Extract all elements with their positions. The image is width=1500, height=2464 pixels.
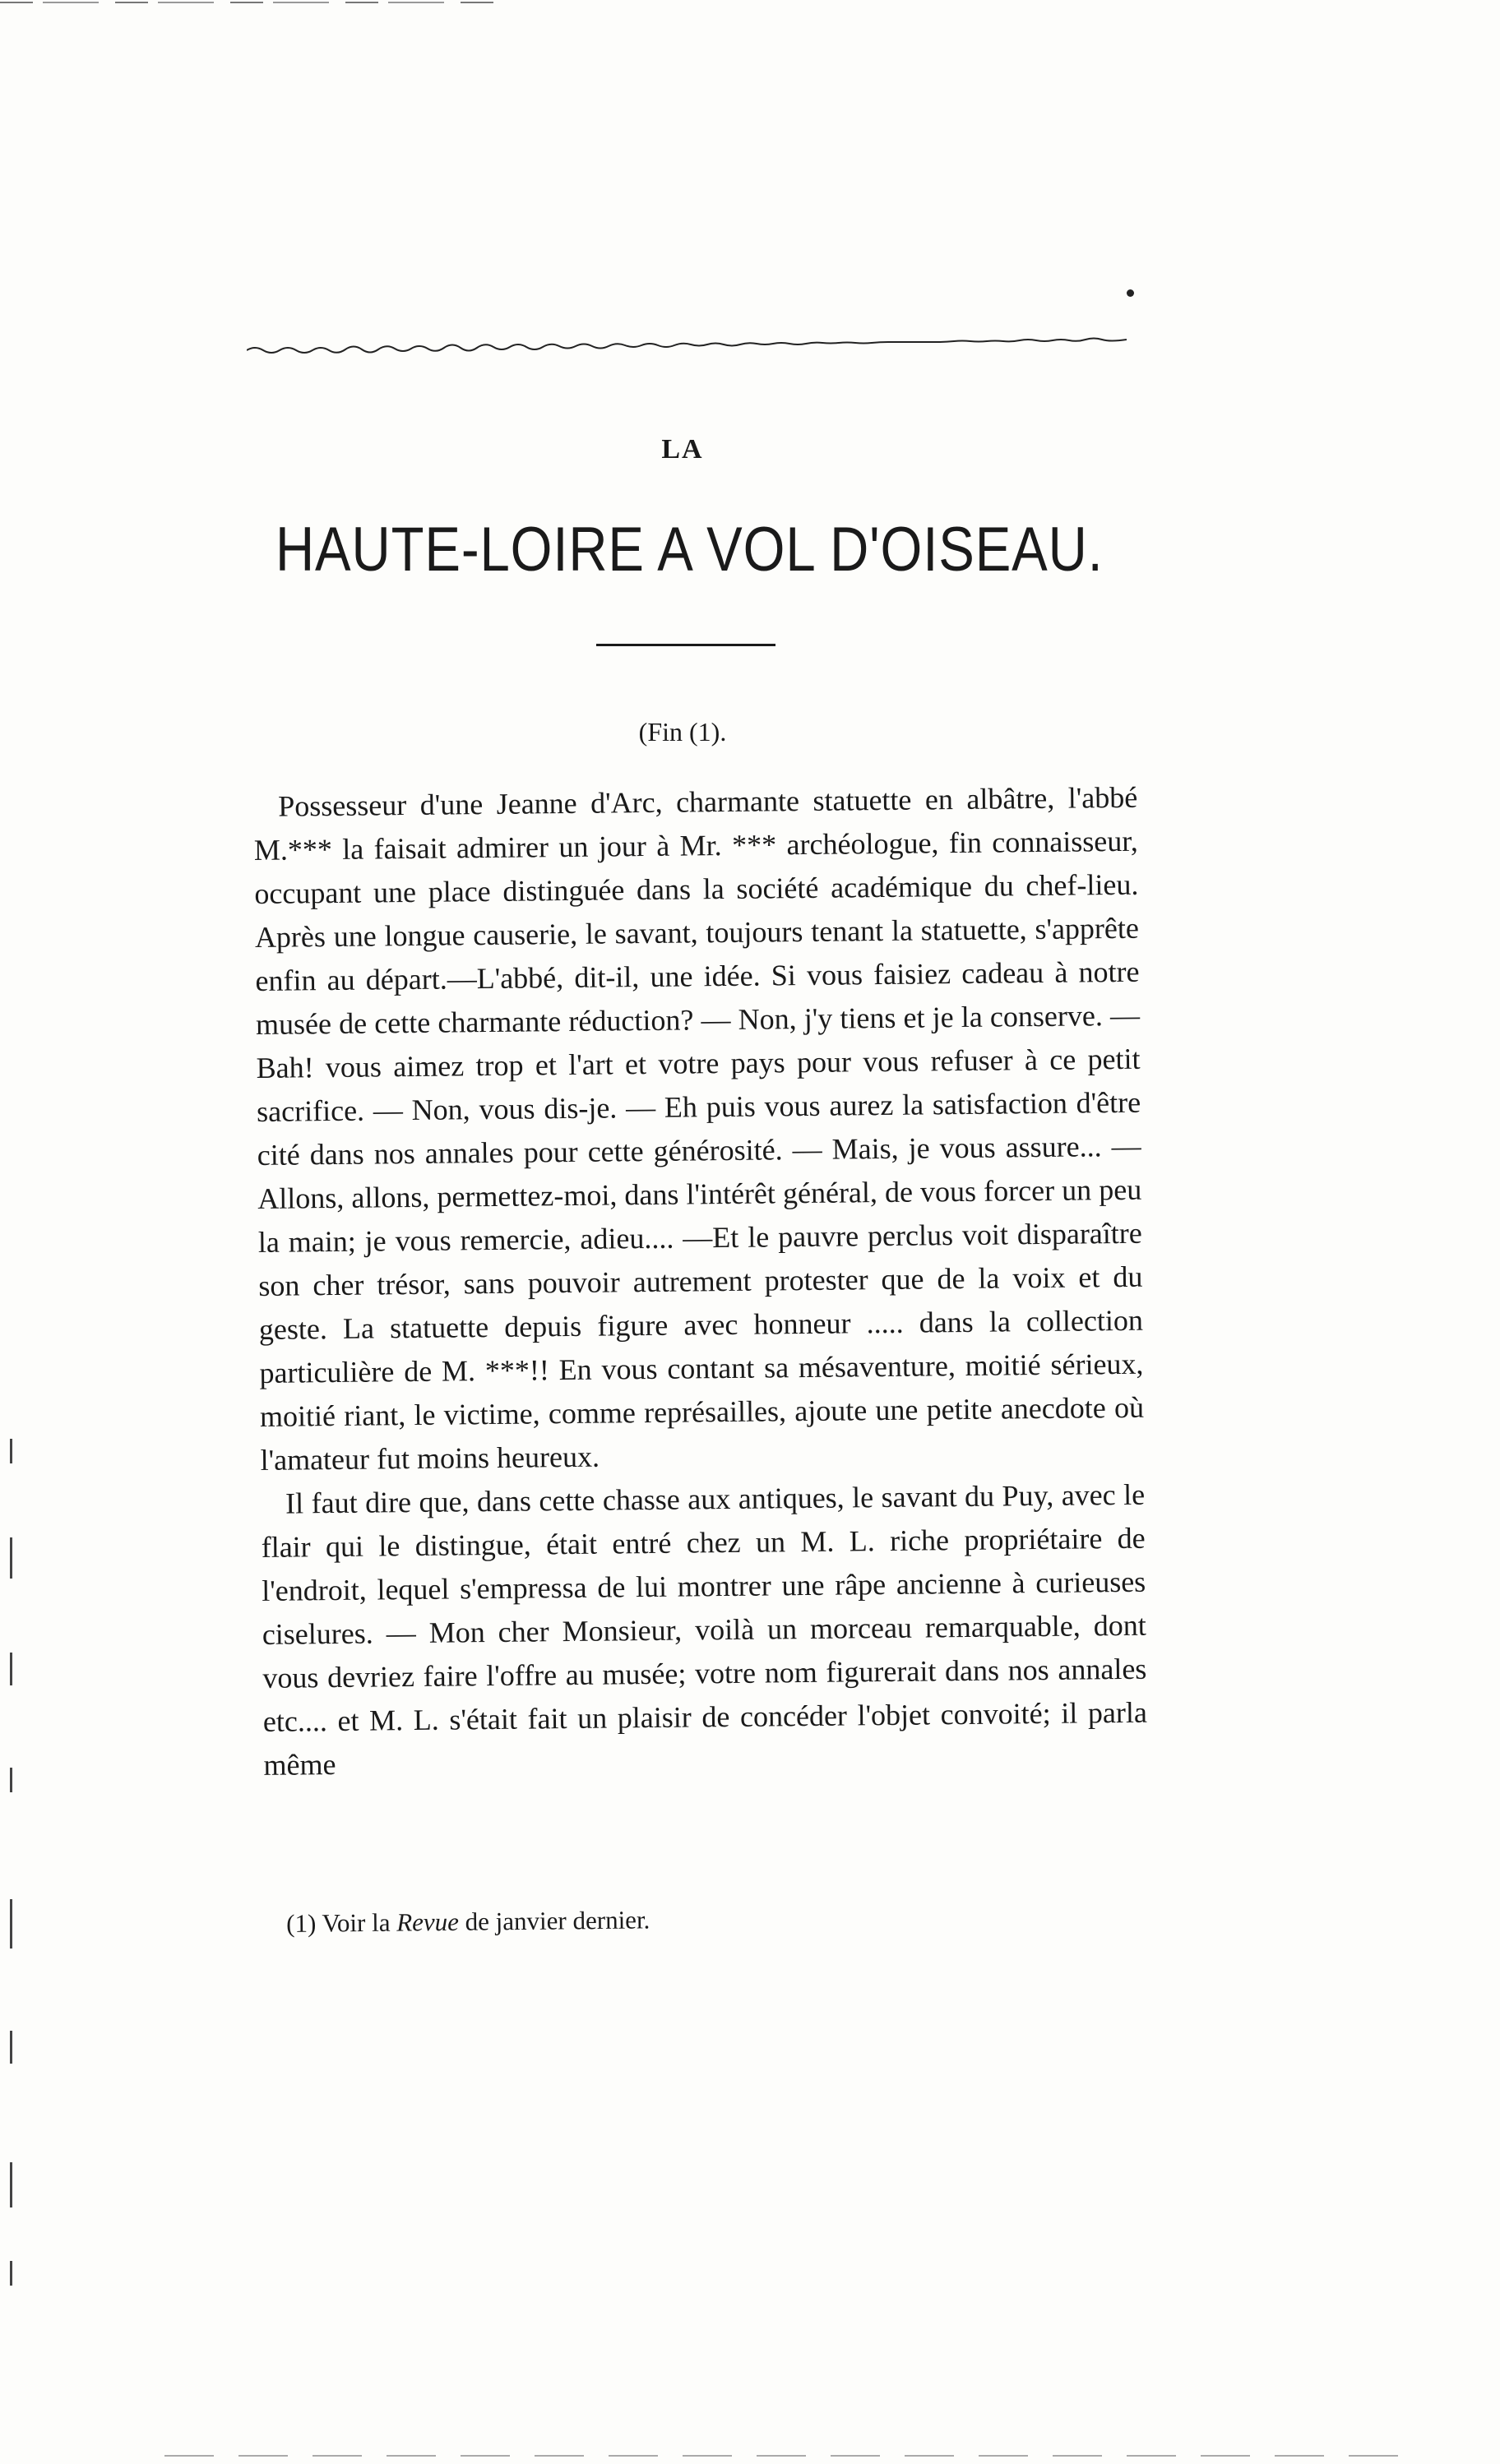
ink-dot <box>1127 289 1134 297</box>
scan-artifact-line <box>0 2 493 3</box>
footnote-suffix: de janvier dernier. <box>458 1905 650 1936</box>
footnote-italic: Revue <box>396 1907 460 1937</box>
article-kicker: LA <box>661 434 704 465</box>
footnote <box>286 1901 1109 1939</box>
article-title: HAUTE-LOIRE A VOL D'OISEAU. <box>275 515 1104 585</box>
continuation-note: (Fin (1). <box>638 717 727 747</box>
article-body <box>253 776 1148 1787</box>
scan-margin-marks <box>7 1439 18 2302</box>
decorative-wavy-rule <box>247 337 1127 357</box>
paragraph: Il faut dire que, dans cette chasse aux antiques, le savant du Puy, avec le flair qui le distingue, était entré chez un M. L. riche propriétaire de l'endroit, lequel s'empressa de lui montrer une râpe ancienne à curieuses ciselures. — Mon cher Monsieur, voilà un morceau remarquable, dont vous devriez faire l'offre au musée; votre nom figurerait dans nos annales etc.... et M. L. s'était fait un plaisir de concéder l'objet convoité; il parla même <box>261 1477 1148 1782</box>
title-rule <box>596 644 775 646</box>
paragraph: Possesseur d'une Jeanne d'Arc, charmante statuette en albâtre, l'abbé M.*** la faisait admirer un jour à Mr. *** archéologue, fin connaisseur, occupant une place distinguée dans la société académique du chef-lieu. Après une longue causerie, le savant, toujours tenant la statuette, s'apprête enfin au départ.—L'abbé, dit-il, une idée. Si vous faisiez cadeau à notre musée de cette charmante réduction? — Non, j'y tiens et je la conserve. — Bah! vous aimez trop et l'art et votre pays pour vous refuser à ce petit sacrifice. — Non, vous dis-je. — Eh puis vous aurez la satisfaction d'être cité dans nos annales pour cette générosité. — Mais, je vous assure... — Allons, allons, permettez-moi, dans l'intérêt général, de vous forcer un peu la main; je vous remercie, adieu.... —Et le pauvre perclus voit disparaître son cher trésor, sans pouvoir autrement protester que de la voix et du geste. La statuette depuis figure avec honneur ..... dans la collection particulière de M. ***!! En vous contant sa mésaventure, moitié sérieux, moitié riant, le victime, comme représailles, ajoute une petite anecdote où l'amateur fut moins heureux. <box>253 780 1145 1477</box>
scan-artifact-line <box>164 2455 1398 2457</box>
footnote-prefix: (1) Voir la <box>286 1907 397 1938</box>
